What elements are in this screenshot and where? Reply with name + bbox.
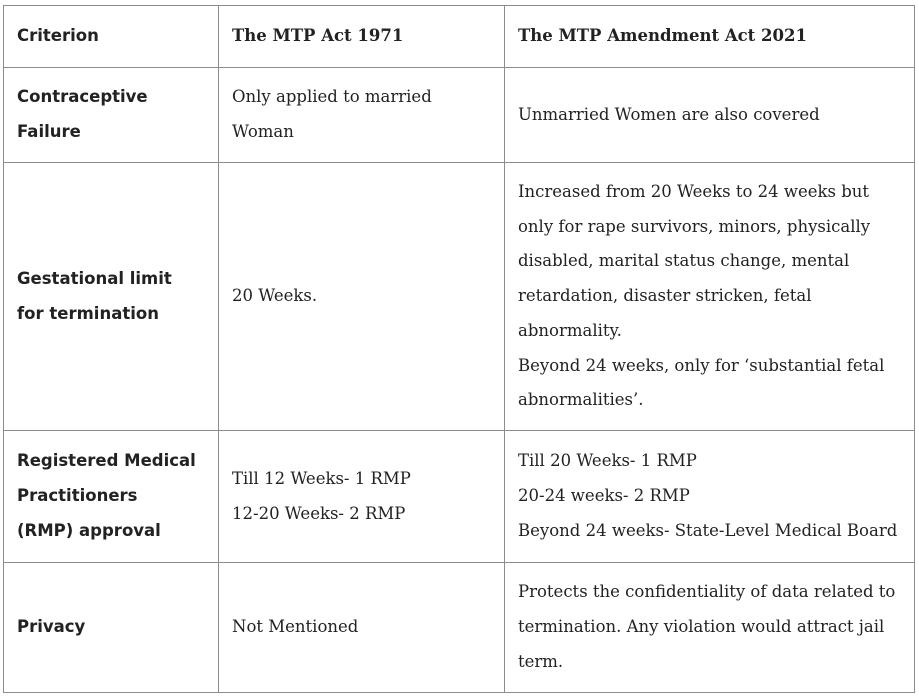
cell-line: disabled, marital status change, mental (518, 251, 850, 271)
cell-line: only for rape survivors, minors, physically (518, 216, 871, 236)
cell-line: Beyond 24 weeks- State-Level Medical Board (518, 520, 898, 540)
header-criterion: Criterion (4, 6, 219, 68)
cell-line: Gestational limit (17, 268, 172, 288)
cell-line: Unmarried Women are also covered (518, 104, 820, 124)
cell-line: abnormality. (518, 320, 622, 340)
cell-line: 12-20 Weeks- 2 RMP (232, 503, 406, 523)
cell-line: (RMP) approval (17, 520, 161, 540)
criterion-cell (4, 68, 219, 163)
cell-line: for termination (17, 303, 159, 323)
cell-line: Protects the confidentiality of data related to (518, 582, 896, 602)
criterion-cell (4, 163, 219, 431)
criterion-cell (4, 563, 219, 693)
act-2021-cell (505, 68, 915, 163)
cell-line: Increased from 20 Weeks to 24 weeks but (518, 182, 870, 202)
mtp-comparison-table (3, 5, 915, 693)
cell-line: abnormalities’. (518, 390, 644, 410)
act-1971-cell (219, 431, 505, 563)
act-1971-cell (219, 68, 505, 163)
cell-line: Till 12 Weeks- 1 RMP (232, 468, 411, 488)
act-1971-cell (219, 563, 505, 693)
cell-line: 20-24 weeks- 2 RMP (518, 486, 690, 506)
table-row (4, 431, 915, 563)
cell-line: term. (518, 651, 564, 671)
cell-line: Beyond 24 weeks, only for ‘substantial fetal (518, 355, 885, 375)
cell-line: Failure (17, 122, 81, 141)
cell-line: Privacy (17, 617, 86, 637)
criterion-cell (4, 431, 219, 563)
table-row (4, 563, 915, 693)
act-2021-cell (505, 431, 915, 563)
cell-line: termination. Any violation would attract jail (518, 617, 885, 637)
cell-line: Only applied to married (232, 87, 432, 107)
cell-line: Woman (232, 122, 294, 141)
cell-line: Registered Medical (17, 451, 196, 471)
cell-line: Practitioners (17, 486, 138, 506)
table-row (4, 163, 915, 431)
table-row (4, 68, 915, 163)
header-row (4, 6, 915, 68)
header-mtp-act-1971: The MTP Act 1971 (219, 6, 505, 68)
act-2021-cell (505, 563, 915, 693)
header-mtp-amendment-2021: The MTP Amendment Act 2021 (505, 6, 915, 68)
act-2021-cell (505, 163, 915, 431)
cell-line: Till 20 Weeks- 1 RMP (518, 451, 697, 471)
cell-line: Not Mentioned (232, 617, 359, 637)
cell-line: retardation, disaster stricken, fetal (518, 286, 812, 306)
cell-line: Contraceptive (17, 87, 148, 107)
cell-line: 20 Weeks. (232, 286, 318, 306)
act-1971-cell (219, 163, 505, 431)
